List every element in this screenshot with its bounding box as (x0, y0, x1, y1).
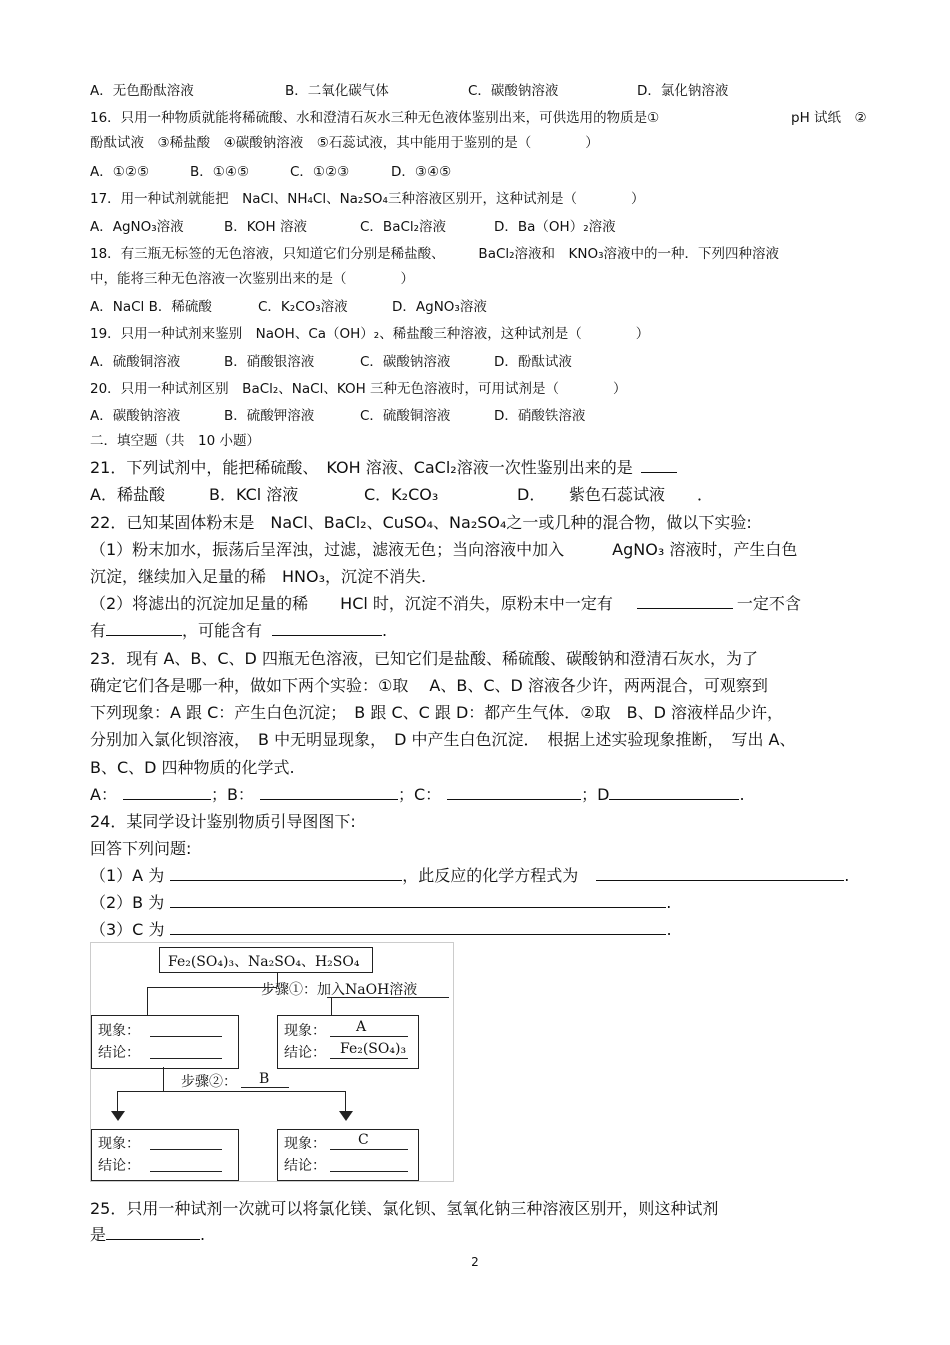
q19-option-a: A．硫酸铜溶液 (90, 354, 181, 370)
step1-label: 步骤①：加入NaOH溶液 (261, 982, 418, 998)
q18-option-c: C．K₂CO₃溶液 (258, 299, 348, 315)
flowchart-top-box: Fe₂(SO₄)₃、Na₂SO₄、H₂SO₄ (159, 947, 373, 973)
q23-answers: A： ；B： ；C： ；D . (90, 785, 745, 804)
q16-line1b: pH 试纸 ② (791, 110, 867, 126)
q24-line1: 24．某同学设计鉴别物质引导图图下: (90, 812, 356, 831)
q17-stem: 17．用一种试剂就能把 NaCl、NH₄Cl、Na₂SO₄三种溶液区别开，这种试剂是（ ） (90, 191, 645, 207)
q15-option-d: D．氯化钠溶液 (637, 83, 729, 99)
q20-option-a: A．碳酸钠溶液 (90, 408, 181, 424)
q24-blank-b[interactable] (170, 893, 666, 908)
q24-a: （1）A 为 ，此反应的化学方程式为 . (90, 866, 850, 885)
q18-option-d: D．AgNO₃溶液 (392, 299, 487, 315)
connector-line (117, 1091, 345, 1092)
q22-blank-must[interactable] (637, 594, 733, 609)
right-result-box-2: 现象： C 结论： (277, 1129, 419, 1181)
q23-line3: 下列现象：A 跟 C：产生白色沉淀； B 跟 C、C 跟 D：都产生气体．②取 B、D 溶液样品少许， (90, 703, 784, 722)
q15-option-c: C．碳酸钠溶液 (468, 83, 559, 99)
q23-line1: 23．现有 A、B、C、D 四瓶无色溶液，已知它们是盐酸、稀硫酸、碳酸钠和澄清石灰水，为了 (90, 649, 758, 668)
q15-option-b: B．二氧化碳气体 (285, 83, 389, 99)
left-result-box-1: 现象： 结论： (91, 1015, 239, 1069)
q21-option-d-text: 紫色石蕊试液 ． (569, 485, 714, 504)
q23-blank-a[interactable] (123, 785, 211, 800)
q21-answer-blank[interactable] (641, 458, 677, 473)
q24-line2: 回答下列问题: (90, 839, 192, 858)
connector-line (147, 987, 277, 988)
q17-option-d: D．Ba（OH）₂溶液 (494, 219, 616, 235)
q22-line5: 有 ，可能含有 . (90, 621, 388, 640)
q16-line1: 16．只用一种物质就能将稀硫酸、水和澄清石灰水三种无色液体鉴别出来，可供选用的物质是① (90, 110, 660, 126)
q25-blank[interactable] (106, 1225, 200, 1240)
q15-option-a: A．无色酚酞溶液 (90, 83, 194, 99)
connector-line (163, 1067, 164, 1091)
q21-option-c: C．K₂CO₃ (364, 485, 439, 504)
q24-b: （2）B 为 . (90, 893, 672, 912)
q16-option-a: A．①②⑤ (90, 164, 150, 180)
q20-option-d: D．硝酸铁溶液 (494, 408, 586, 424)
q22-blank-may[interactable] (272, 621, 382, 636)
connector-line (331, 997, 332, 1015)
q25-line2: 是 . (90, 1225, 206, 1244)
q24-blank-c[interactable] (170, 920, 666, 935)
connector-line (147, 987, 148, 1015)
q16-line2: 酚酞试液 ③稀盐酸 ④碳酸钠溶液 ⑤石蕊试液，其中能用于鉴别的是（ ） (90, 135, 599, 151)
q22-line2: （1）粉末加水，振荡后呈浑浊，过滤，滤液无色；当向溶液中加入 AgNO₃ 溶液时，产生白色 (90, 540, 798, 559)
arrowhead-icon (339, 1111, 353, 1121)
q23-blank-c[interactable] (447, 785, 581, 800)
q16-option-c: C．①②③ (290, 164, 350, 180)
q23-line4: 分别加入氯化钡溶液， B 中无明显现象， D 中产生白色沉淀． 根据上述实验现象推断， 写出 A、 (90, 730, 796, 749)
q19-option-d: D．酚酞试液 (494, 354, 572, 370)
q22-line1: 22．已知某固体粉末是 NaCl、BaCl₂、CuSO₄、Na₂SO₄之一或几种的混合物，做以下实验: (90, 513, 752, 532)
step1-underline (327, 997, 449, 998)
flowchart-figure (90, 942, 454, 1182)
q24-blank-a[interactable] (170, 866, 402, 881)
q19-option-b: B．硝酸银溶液 (224, 354, 315, 370)
q21-option-b: B．KCl 溶液 (209, 485, 299, 504)
right-result-box-1: 现象： A 结论： Fe₂(SO₄)₃ (277, 1015, 419, 1069)
q16-option-b: B．①④⑤ (190, 164, 250, 180)
q18-line1: 18．有三瓶无标签的无色溶液，只知道它们分别是稀盐酸、 BaCl₂溶液和 KNO₃溶液中的一种．下列四种溶液 (90, 246, 780, 262)
q18-line2: 中，能将三种无色溶液一次鉴别出来的是（ ） (90, 271, 414, 287)
q22-line3: 沉淀，继续加入足量的稀 HNO₃，沉淀不消失. (90, 567, 427, 586)
q22-line4: （2）将滤出的沉淀加足量的稀 HCl 时，沉淀不消失，原粉末中一定有 一定不含 (90, 594, 801, 613)
step2-value: B (259, 1071, 270, 1087)
q16-option-d: D．③④⑤ (391, 164, 452, 180)
q24-blank-equation[interactable] (596, 866, 844, 881)
q22-blank-mustnot[interactable] (106, 621, 182, 636)
q18-option-ab: A．NaCl B．稀硫酸 (90, 299, 212, 315)
q21-stem: 21．下列试剂中，能把稀硫酸、 KOH 溶液、CaCl₂溶液一次性鉴别出来的是 (90, 455, 677, 478)
q24-c: （3）C 为 . (90, 920, 672, 939)
q17-option-a: A．AgNO₃溶液 (90, 219, 184, 235)
q19-stem: 19．只用一种试剂来鉴别 NaOH、Ca（OH）₂、稀盐酸三种溶液，这种试剂是（ ） (90, 326, 650, 342)
left-result-box-2: 现象： 结论： (91, 1129, 239, 1181)
q23-line5: B、C、D 四种物质的化学式. (90, 758, 295, 777)
q19-option-c: C．碳酸钠溶液 (360, 354, 451, 370)
q17-option-c: C．BaCl₂溶液 (360, 219, 447, 235)
q23-blank-b[interactable] (260, 785, 398, 800)
arrowhead-icon (111, 1111, 125, 1121)
section-title: 二．填空题（共 10 小题） (90, 433, 260, 449)
step2-label: 步骤②： (181, 1074, 237, 1090)
q17-option-b: B．KOH 溶液 (224, 219, 307, 235)
q23-blank-d[interactable] (609, 785, 739, 800)
q20-option-c: C．硫酸铜溶液 (360, 408, 451, 424)
q20-option-b: B．硫酸钾溶液 (224, 408, 315, 424)
q25-line1: 25．只用一种试剂一次就可以将氯化镁、氯化钡、氢氧化钠三种溶液区别开，则这种试剂 (90, 1199, 719, 1218)
page-number: 2 (471, 1255, 479, 1269)
q21-option-a: A．稀盐酸 (90, 485, 165, 504)
q20-stem: 20．只用一种试剂区别 BaCl₂、NaCl、KOH 三种无色溶液时，可用试剂是（ ） (90, 381, 627, 397)
q23-line2: 确定它们各是哪一种，做如下两个实验：①取 A、B、C、D 溶液各少许，两两混合，可观察到 (90, 676, 768, 695)
